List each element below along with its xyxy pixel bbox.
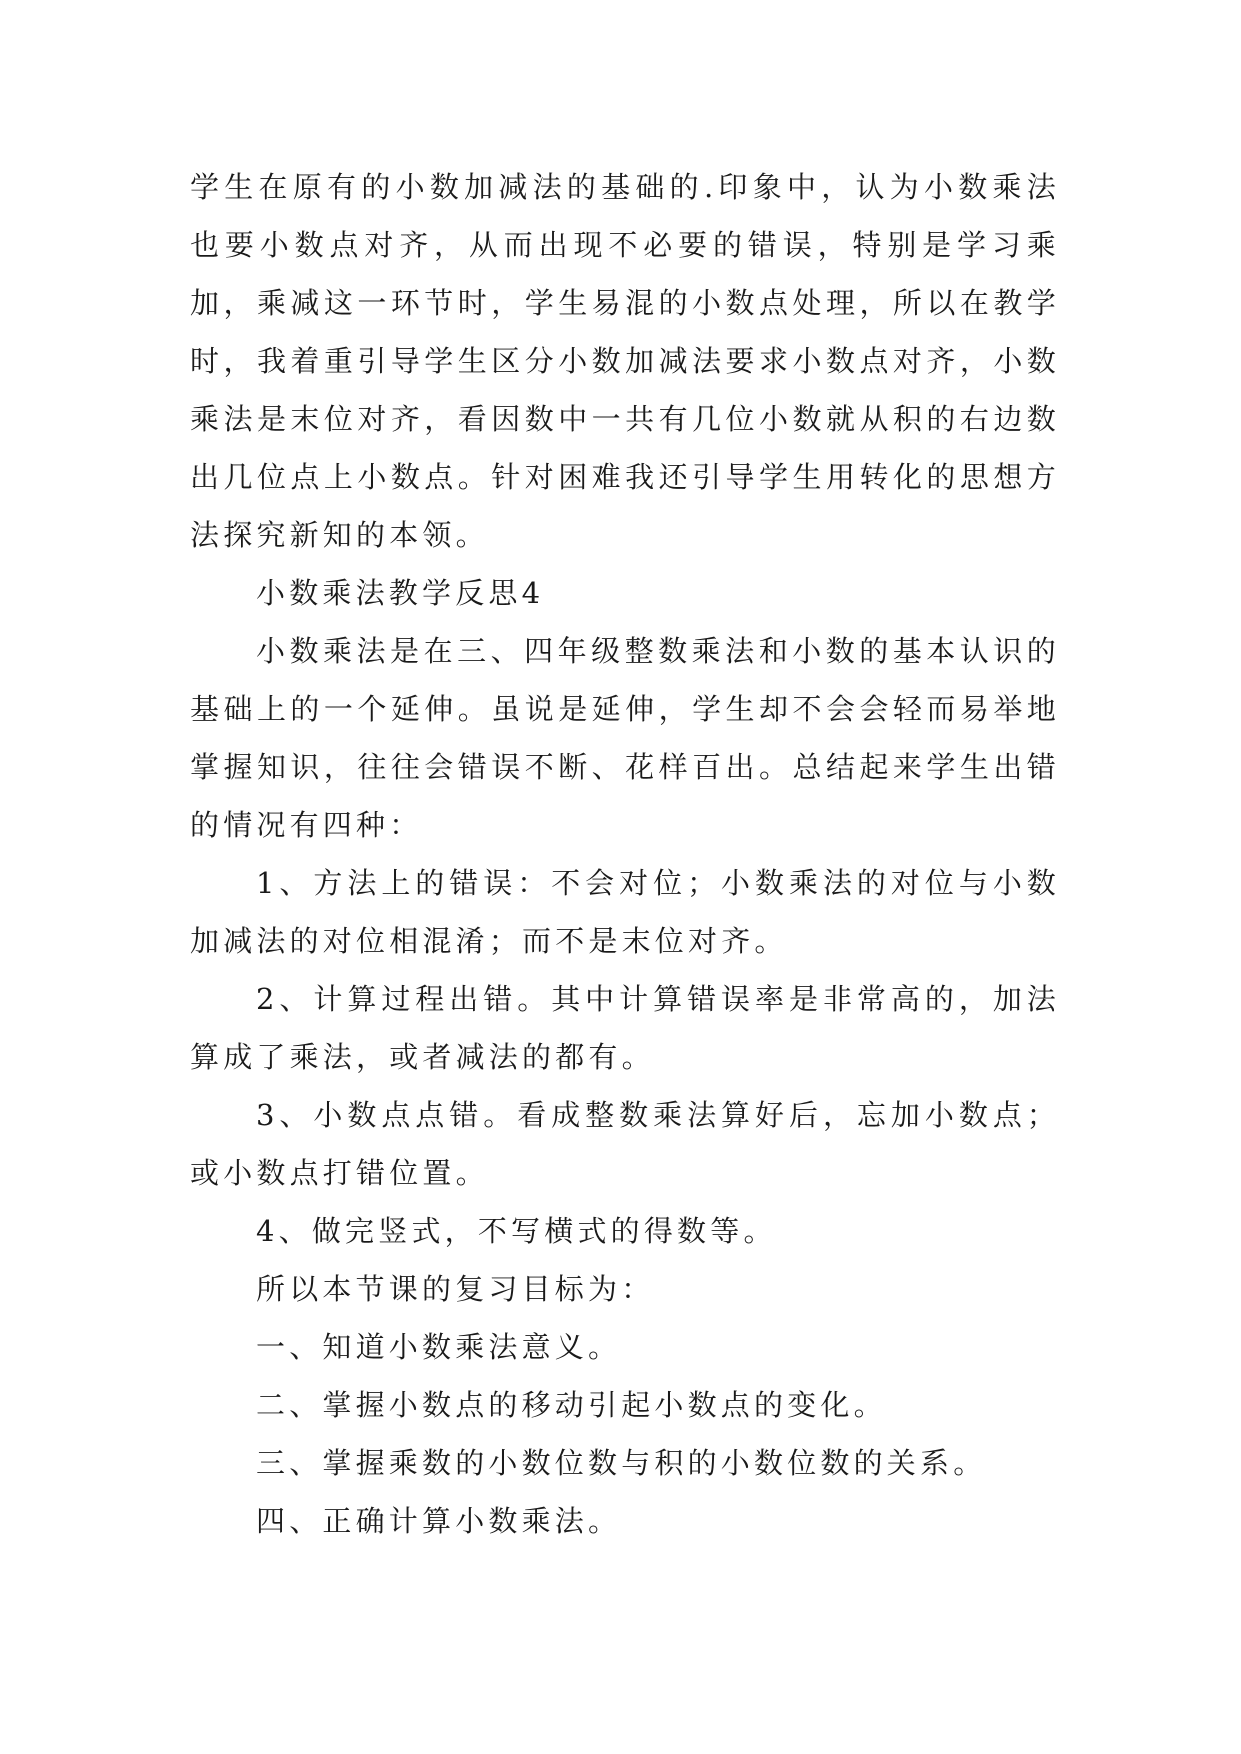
list-item-goal-3: 三、掌握乘数的小数位数与积的小数位数的关系。 bbox=[256, 1446, 987, 1480]
paragraph-goals-intro: 所以本节课的复习目标为： bbox=[256, 1272, 655, 1306]
list-item-goal-4: 四、正确计算小数乘法。 bbox=[256, 1504, 622, 1538]
paragraph-intro: 小数乘法是在三、四年级整数乘法和小数的基本认识的基础上的一个延伸。虽说是延伸，学生却不会会轻而易举地掌握知识，往往会错误不断、花样百出。总结起来学生出错的情况有四种： bbox=[190, 634, 1060, 842]
list-item-error-3: 3、小数点点错。看成整数乘法算好后，忘加小数点；或小数点打错位置。 bbox=[190, 1098, 1060, 1190]
document-body bbox=[190, 158, 1060, 1550]
list-item-goal-1: 一、知道小数乘法意义。 bbox=[256, 1330, 622, 1364]
section-heading: 小数乘法教学反思4 bbox=[256, 576, 545, 610]
list-item-goal-2: 二、掌握小数点的移动引起小数点的变化。 bbox=[256, 1388, 887, 1422]
list-item-error-1: 1、方法上的错误：不会对位；小数乘法的对位与小数加减法的对位相混淆；而不是末位对齐。 bbox=[190, 866, 1060, 958]
list-item-error-2: 2、计算过程出错。其中计算错误率是非常高的，加法算成了乘法，或者减法的都有。 bbox=[190, 982, 1060, 1074]
list-item-error-4: 4、做完竖式，不写横式的得数等。 bbox=[256, 1214, 777, 1248]
paragraph-continuation: 学生在原有的小数加减法的基础的.印象中，认为小数乘法也要小数点对齐，从而出现不必要的错误，特别是学习乘加，乘减这一环节时，学生易混的小数点处理，所以在教学时，我着重引导学生区分小数加减法要求小数点对齐，小数乘法是末位对齐，看因数中一共有几位小数就从积的右边数出几位点上小数点。针对困难我还引导学生用转化的思想方法探究新知的本领。 bbox=[190, 170, 1060, 552]
